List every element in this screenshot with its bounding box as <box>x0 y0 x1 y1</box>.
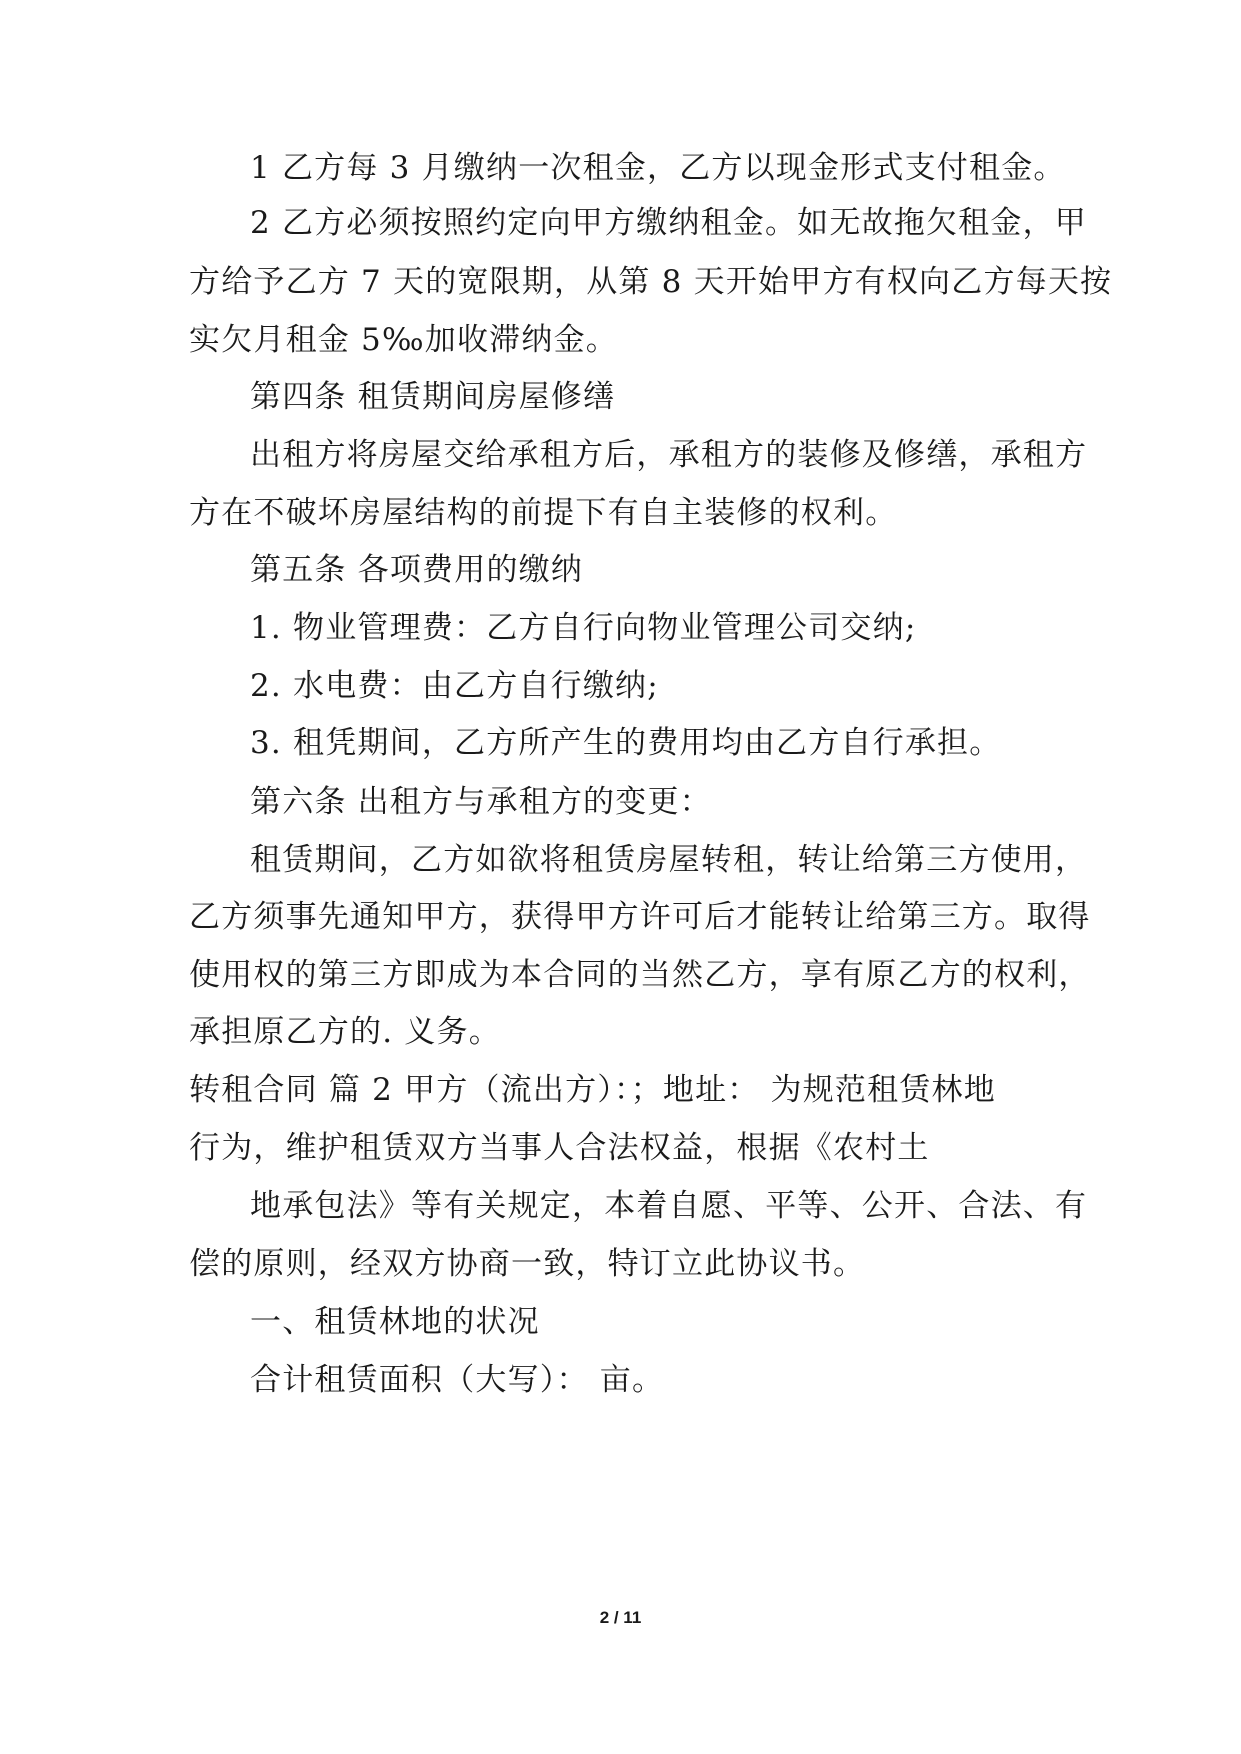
section-heading-article-5: 第五条 各项费用的缴纳 <box>250 552 584 588</box>
text-line-contract-2-intro: 转租合同 篇 2 甲方（流出方）：；地址： 为规范租赁林地 <box>189 1072 996 1108</box>
section-heading-forest-land-status: 一、租赁林地的状况 <box>250 1304 540 1340</box>
list-item-utilities: 2. 水电费：由乙方自行缴纳; <box>250 668 659 704</box>
section-heading-article-4: 第四条 租赁期间房屋修缮 <box>250 379 616 415</box>
text-line-principles: 地承包法》等有关规定，本着自愿、平等、公开、合法、有 <box>250 1188 1088 1224</box>
text-line-repairs: 出租方将房屋交给承租方后，承租方的装修及修缮，承租方 <box>250 437 1088 473</box>
text-line-rent-obligation: 2 乙方必须按照约定向甲方缴纳租金。如无故拖欠租金，甲 <box>250 205 1087 241</box>
text-line-total-area: 合计租赁面积（大写）： 亩。 <box>250 1362 665 1398</box>
text-line-late-fee: 实欠月租金 5‰加收滞纳金。 <box>189 322 618 358</box>
text-line-renovation-rights: 方在不破坏房屋结构的前提下有自主装修的权利。 <box>189 495 898 531</box>
text-line-legal-basis: 行为，维护租赁双方当事人合法权益，根据《农村土 <box>189 1130 930 1166</box>
list-item-property-fee: 1. 物业管理费：乙方自行向物业管理公司交纳; <box>250 610 917 646</box>
text-line-notify-landlord: 乙方须事先通知甲方，获得甲方许可后才能转让给第三方。取得 <box>189 899 1091 935</box>
text-line-agreement: 偿的原则，经双方协商一致，特订立此协议书。 <box>189 1246 866 1282</box>
section-heading-article-6: 第六条 出租方与承租方的变更： <box>250 784 712 820</box>
text-line-grace-period: 方给予乙方 7 天的宽限期，从第 8 天开始甲方有权向乙方每天按 <box>189 264 1113 300</box>
text-line-third-party-rights: 使用权的第三方即成为本合同的当然乙方，享有原乙方的权利， <box>189 957 1091 993</box>
text-line-obligations: 承担原乙方的. 义务。 <box>189 1014 501 1050</box>
list-item-other-costs: 3. 租凭期间，乙方所产生的费用均由乙方自行承担。 <box>250 725 1002 761</box>
page-number: 2 / 11 <box>599 1608 642 1627</box>
text-line-sublease: 租赁期间，乙方如欲将租赁房屋转租，转让给第三方使用， <box>250 842 1088 878</box>
text-line-rent-payment-schedule: 1 乙方每 3 月缴纳一次租金，乙方以现金形式支付租金。 <box>250 150 1066 186</box>
